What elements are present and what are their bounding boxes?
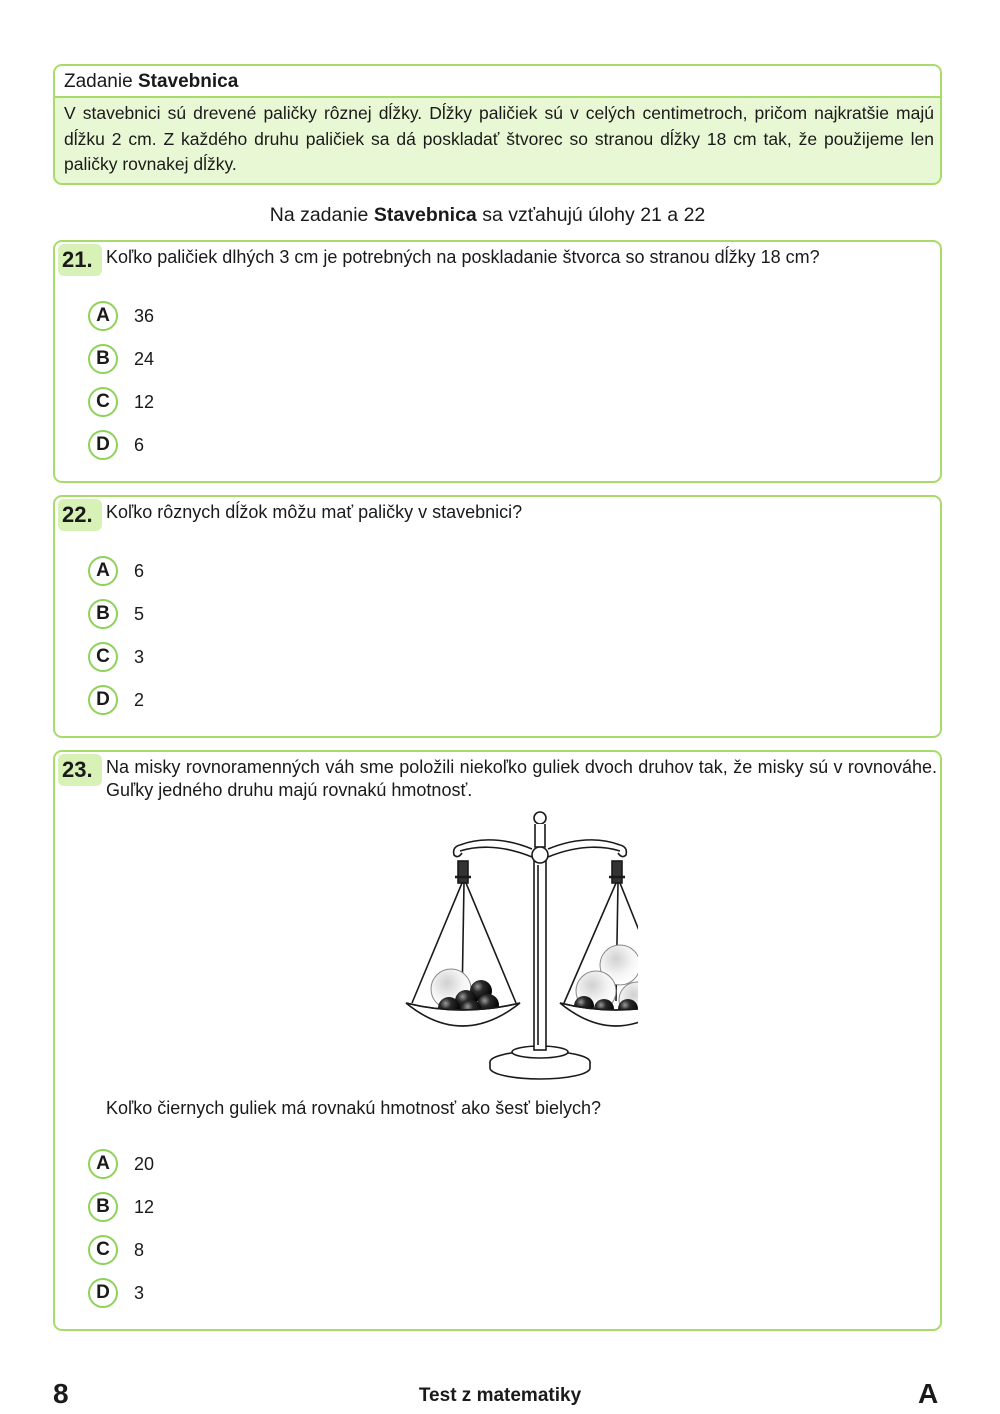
option-letter[interactable]: B [88,344,118,374]
option-value: 3 [134,1283,145,1303]
option-value: 5 [134,604,145,624]
intro-line [0,201,975,229]
task-header-prefix: Zadanie [64,71,133,92]
test-variant: A [918,1378,939,1409]
option-value: 8 [134,1240,145,1260]
balance-scale-illustration [348,805,638,1081]
footer-title: Test z matematiky [418,1385,582,1406]
option-letter[interactable]: D [88,430,118,460]
option-value: 24 [134,349,155,369]
question-23 [53,750,942,1331]
question-text: Na misky rovnoramenných váh sme položili niekoľko guliek dvoch druhov tak, že misky sú v rovnováhe. Guľky jedného druhu majú rovnakú hmotnosť. [106,757,937,800]
option-value: 12 [134,392,155,412]
option-letter[interactable]: B [88,599,118,629]
option-letter[interactable]: A [88,556,118,586]
option-value: 36 [134,306,155,326]
option-letter[interactable]: C [88,1235,118,1265]
intro-prefix: Na zadanie [269,204,369,226]
task-header [55,66,940,98]
intro-name: Stavebnica [373,204,477,226]
option-value: 2 [134,690,145,710]
option-value: 6 [134,435,145,455]
option-value: 3 [134,647,145,667]
option-letter[interactable]: A [88,301,118,331]
question-text: Koľko rôznych dĺžok môžu mať paličky v stavebnici? [106,502,523,522]
option-value: 6 [134,561,145,581]
task-box [53,64,942,185]
task-text: V stavebnici sú drevené paličky rôznej dĺžky. Dĺžky paličiek sú v celých centimetroch, pričom najkratšie majú dĺžku 2 cm. Z každého druhu paličiek sa dá poskladať štvorec so stranou dĺžky 18 cm tak, že použijeme len paličky rovnakej dĺžky. [64,103,934,174]
option-letter[interactable]: C [88,387,118,417]
option-letter[interactable]: A [88,1149,118,1179]
question-text: Koľko paličiek dlhých 3 cm je potrebných na poskladanie štvorca so stranou dĺžky 18 cm? [106,247,820,267]
task-header-name: Stavebnica [137,71,239,92]
question-number: 21. [58,244,102,276]
option-letter[interactable]: D [88,1278,118,1308]
subquestion-text: Koľko čiernych guliek má rovnakú hmotnosť ako šesť bielych? [106,1098,601,1118]
question-22 [53,495,942,738]
option-letter[interactable]: C [88,642,118,672]
intro-suffix: sa vzťahujú úlohy 21 a 22 [482,204,706,226]
option-value: 12 [134,1197,155,1217]
option-letter[interactable]: B [88,1192,118,1222]
question-21 [53,240,942,483]
option-value: 20 [134,1154,155,1174]
page-number: 8 [53,1378,69,1409]
question-number: 23. [58,754,102,786]
question-number: 22. [58,499,102,531]
option-letter[interactable]: D [88,685,118,715]
